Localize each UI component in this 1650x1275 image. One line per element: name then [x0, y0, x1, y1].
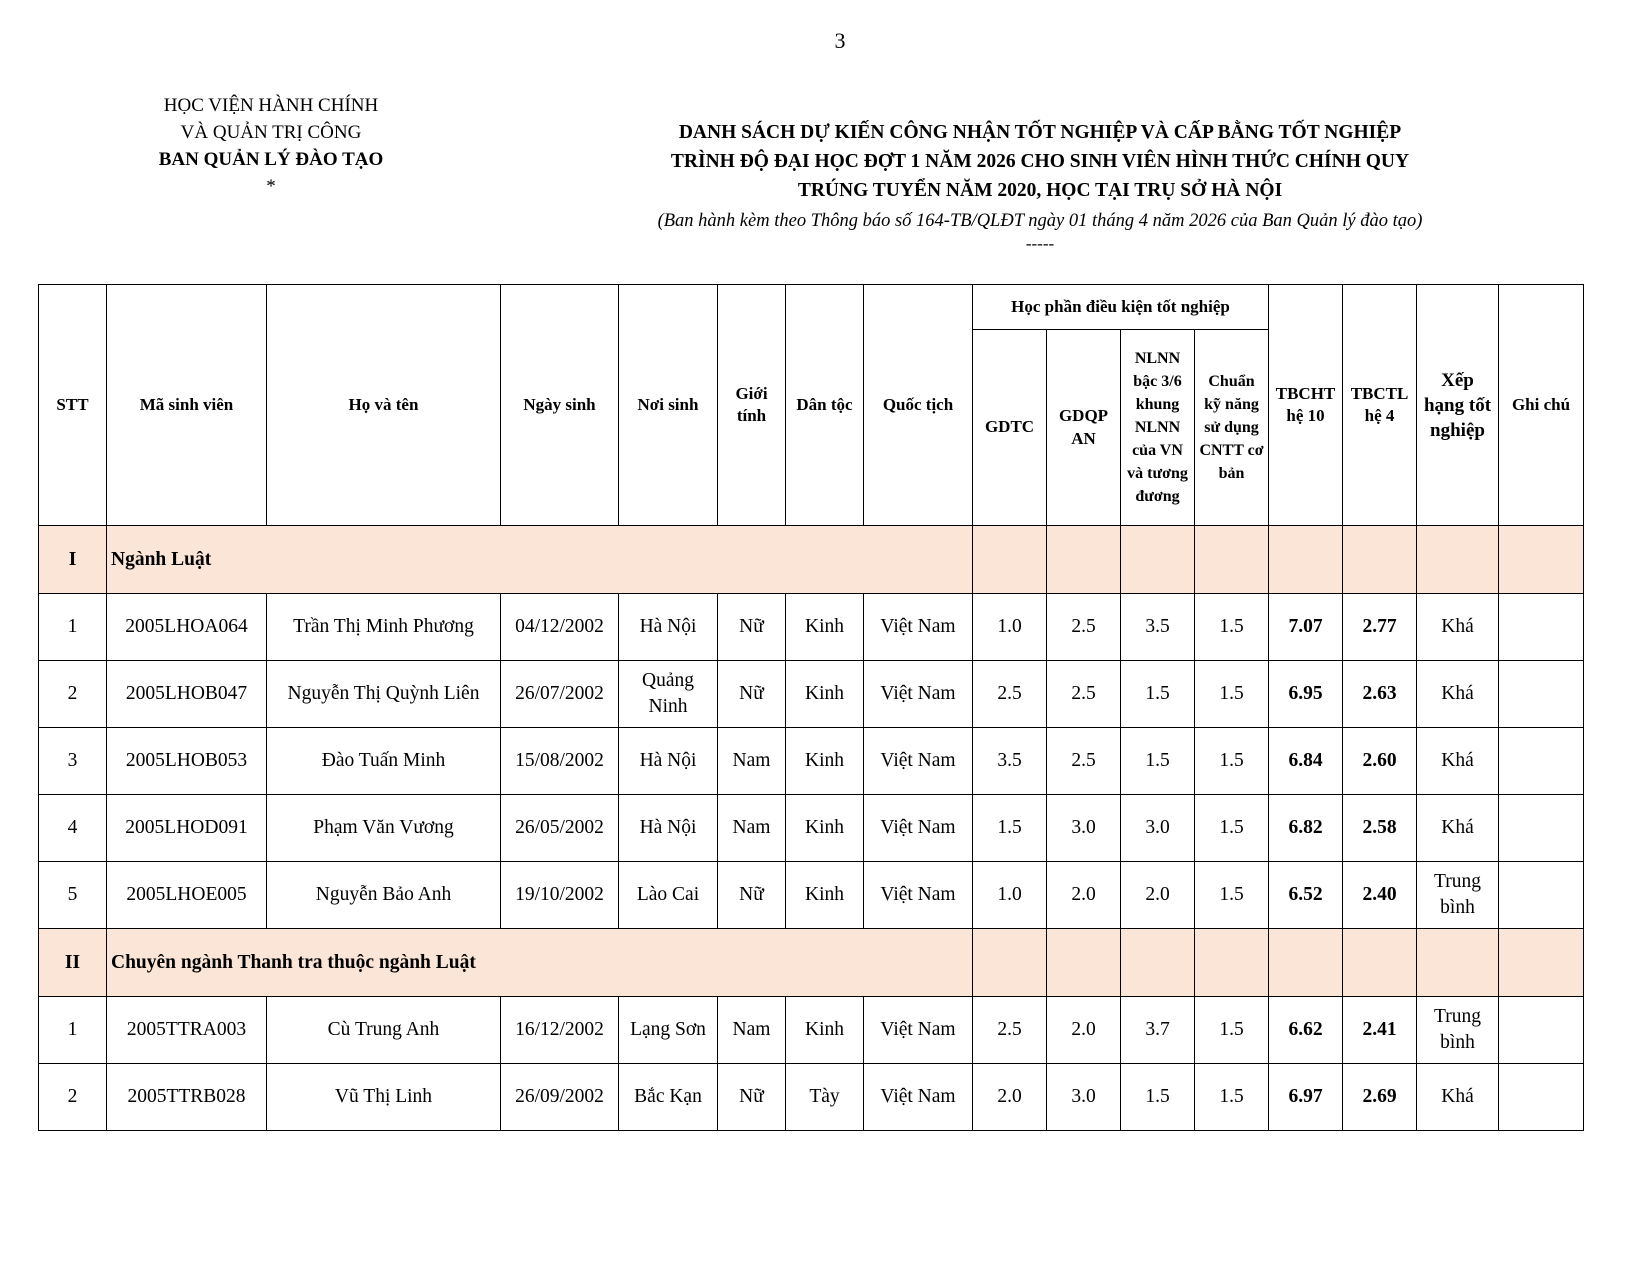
- section-empty-cell: [1417, 526, 1499, 594]
- page-number: 3: [834, 28, 846, 53]
- cell-tbcht: 6.84: [1269, 728, 1343, 795]
- header-gioi-tinh: Giới tính: [718, 285, 786, 526]
- title-line-2: TRÌNH ĐỘ ĐẠI HỌC ĐỢT 1 NĂM 2026 CHO SINH VIÊN HÌNH THỨC CHÍNH QUY: [670, 151, 1410, 172]
- section-title: Ngành Luật: [107, 526, 973, 594]
- section-row: [39, 526, 1584, 594]
- cell-ngay: 16/12/2002: [501, 997, 619, 1064]
- header-xep-hang: Xếp hạng tốt nghiệp: [1417, 285, 1499, 526]
- cell-stt: 5: [39, 862, 107, 929]
- section-empty-cell: [1417, 929, 1499, 997]
- cell-qt: Việt Nam: [864, 862, 973, 929]
- cell-gt: Nữ: [718, 594, 786, 661]
- section-empty-cell: [1343, 526, 1417, 594]
- section-row: [39, 929, 1584, 997]
- organization-header: [108, 92, 434, 200]
- header-ngay-sinh: Ngày sinh: [501, 285, 619, 526]
- section-empty-cell: [973, 526, 1047, 594]
- cell-cntt: 1.5: [1195, 1064, 1269, 1131]
- cell-tbcht: 6.52: [1269, 862, 1343, 929]
- cell-dt: Kinh: [786, 661, 864, 728]
- org-star: *: [266, 176, 276, 197]
- cell-ma: 2005LHOB047: [107, 661, 267, 728]
- cell-gdtc: 2.5: [973, 661, 1047, 728]
- cell-gdqp: 3.0: [1047, 1064, 1121, 1131]
- cell-noi: Hà Nội: [619, 594, 718, 661]
- table-row: [39, 1064, 1584, 1131]
- cell-ten: Nguyễn Bảo Anh: [267, 862, 501, 929]
- cell-stt: 1: [39, 594, 107, 661]
- cell-stt: 4: [39, 795, 107, 862]
- cell-tbctl: 2.58: [1343, 795, 1417, 862]
- header-ma-sinh-vien: Mã sinh viên: [107, 285, 267, 526]
- title-subtitle: (Ban hành kèm theo Thông báo số 164-TB/QLĐT ngày 01 tháng 4 năm 2026 của Ban Quản lý đào tạo): [657, 211, 1423, 231]
- cell-tbcht: 6.82: [1269, 795, 1343, 862]
- cell-stt: 2: [39, 661, 107, 728]
- table-body: [39, 526, 1584, 1131]
- section-title: Chuyên ngành Thanh tra thuộc ngành Luật: [107, 929, 973, 997]
- cell-nlnn: 3.7: [1121, 997, 1195, 1064]
- title-dash: -----: [1025, 234, 1055, 253]
- cell-gdtc: 1.0: [973, 862, 1047, 929]
- cell-qt: Việt Nam: [864, 795, 973, 862]
- header-stt: STT: [39, 285, 107, 526]
- cell-dt: Kinh: [786, 997, 864, 1064]
- cell-qt: Việt Nam: [864, 661, 973, 728]
- cell-gt: Nam: [718, 728, 786, 795]
- cell-gdtc: 1.5: [973, 795, 1047, 862]
- cell-ngay: 04/12/2002: [501, 594, 619, 661]
- cell-stt: 2: [39, 1064, 107, 1131]
- cell-gdtc: 2.5: [973, 997, 1047, 1064]
- cell-ten: Phạm Văn Vương: [267, 795, 501, 862]
- cell-noi: Lạng Sơn: [619, 997, 718, 1064]
- cell-tbcht: 7.07: [1269, 594, 1343, 661]
- cell-tbctl: 2.41: [1343, 997, 1417, 1064]
- cell-ma: 2005LHOB053: [107, 728, 267, 795]
- cell-gdqp: 3.0: [1047, 795, 1121, 862]
- cell-gt: Nam: [718, 997, 786, 1064]
- cell-qt: Việt Nam: [864, 997, 973, 1064]
- cell-xh: Trung bình: [1417, 862, 1499, 929]
- header-hoc-phan-group: Học phần điều kiện tốt nghiệp: [973, 285, 1269, 330]
- header-quoc-tich: Quốc tịch: [864, 285, 973, 526]
- cell-gc: [1499, 594, 1584, 661]
- cell-cntt: 1.5: [1195, 997, 1269, 1064]
- section-empty-cell: [1269, 526, 1343, 594]
- cell-cntt: 1.5: [1195, 661, 1269, 728]
- cell-cntt: 1.5: [1195, 594, 1269, 661]
- document-title: [580, 118, 1500, 255]
- title-line-3: TRÚNG TUYỂN NĂM 2020, HỌC TẠI TRỤ SỞ HÀ NỘI: [797, 180, 1283, 201]
- cell-gc: [1499, 728, 1584, 795]
- cell-dt: Kinh: [786, 862, 864, 929]
- cell-gdqp: 2.0: [1047, 862, 1121, 929]
- cell-dt: Kinh: [786, 594, 864, 661]
- cell-ma: 2005LHOD091: [107, 795, 267, 862]
- cell-xh: Trung bình: [1417, 997, 1499, 1064]
- graduation-table: [38, 284, 1584, 1131]
- cell-ngay: 26/09/2002: [501, 1064, 619, 1131]
- cell-dt: Kinh: [786, 728, 864, 795]
- cell-noi: Quảng Ninh: [619, 661, 718, 728]
- cell-ten: Vũ Thị Linh: [267, 1064, 501, 1131]
- cell-nlnn: 1.5: [1121, 1064, 1195, 1131]
- cell-gt: Nam: [718, 795, 786, 862]
- cell-nlnn: 3.5: [1121, 594, 1195, 661]
- cell-gc: [1499, 997, 1584, 1064]
- cell-gc: [1499, 795, 1584, 862]
- cell-stt: 1: [39, 997, 107, 1064]
- section-empty-cell: [1195, 929, 1269, 997]
- section-empty-cell: [1343, 929, 1417, 997]
- header-gdtc: GDTC: [973, 330, 1047, 526]
- cell-cntt: 1.5: [1195, 795, 1269, 862]
- cell-gdtc: 3.5: [973, 728, 1047, 795]
- cell-dt: Kinh: [786, 795, 864, 862]
- cell-cntt: 1.5: [1195, 862, 1269, 929]
- section-empty-cell: [1499, 929, 1584, 997]
- section-empty-cell: [1121, 929, 1195, 997]
- cell-gt: Nữ: [718, 1064, 786, 1131]
- cell-gdqp: 2.0: [1047, 997, 1121, 1064]
- cell-gdqp: 2.5: [1047, 661, 1121, 728]
- org-line-3: BAN QUẢN LÝ ĐÀO TẠO: [158, 149, 384, 170]
- cell-gdtc: 1.0: [973, 594, 1047, 661]
- section-empty-cell: [1121, 526, 1195, 594]
- table-row: [39, 594, 1584, 661]
- cell-tbcht: 6.95: [1269, 661, 1343, 728]
- cell-cntt: 1.5: [1195, 728, 1269, 795]
- cell-noi: Hà Nội: [619, 795, 718, 862]
- header-dan-toc: Dân tộc: [786, 285, 864, 526]
- cell-gc: [1499, 862, 1584, 929]
- cell-tbctl: 2.63: [1343, 661, 1417, 728]
- header-tbcht: TBCHT hệ 10: [1269, 285, 1343, 526]
- cell-gdqp: 2.5: [1047, 594, 1121, 661]
- section-roman: II: [39, 929, 107, 997]
- cell-nlnn: 3.0: [1121, 795, 1195, 862]
- header-ghi-chu: Ghi chú: [1499, 285, 1584, 526]
- table-row: [39, 795, 1584, 862]
- org-line-1: HỌC VIỆN HÀNH CHÍNH: [163, 95, 379, 116]
- cell-nlnn: 2.0: [1121, 862, 1195, 929]
- cell-xh: Khá: [1417, 661, 1499, 728]
- cell-ten: Đào Tuấn Minh: [267, 728, 501, 795]
- cell-ma: 2005LHOE005: [107, 862, 267, 929]
- cell-noi: Hà Nội: [619, 728, 718, 795]
- cell-qt: Việt Nam: [864, 594, 973, 661]
- cell-ma: 2005LHOA064: [107, 594, 267, 661]
- cell-nlnn: 1.5: [1121, 661, 1195, 728]
- cell-gdqp: 2.5: [1047, 728, 1121, 795]
- cell-dt: Tày: [786, 1064, 864, 1131]
- cell-gdtc: 2.0: [973, 1064, 1047, 1131]
- cell-ten: Nguyễn Thị Quỳnh Liên: [267, 661, 501, 728]
- cell-xh: Khá: [1417, 594, 1499, 661]
- cell-gc: [1499, 1064, 1584, 1131]
- cell-ma: 2005TTRB028: [107, 1064, 267, 1131]
- cell-tbctl: 2.60: [1343, 728, 1417, 795]
- cell-ngay: 15/08/2002: [501, 728, 619, 795]
- cell-noi: Bắc Kạn: [619, 1064, 718, 1131]
- table-row: [39, 862, 1584, 929]
- cell-ten: Cù Trung Anh: [267, 997, 501, 1064]
- title-line-1: DANH SÁCH DỰ KIẾN CÔNG NHẬN TỐT NGHIỆP VÀ CẤP BẰNG TỐT NGHIỆP: [678, 122, 1402, 143]
- section-roman: I: [39, 526, 107, 594]
- cell-gt: Nữ: [718, 862, 786, 929]
- section-empty-cell: [1499, 526, 1584, 594]
- section-empty-cell: [1047, 526, 1121, 594]
- cell-tbctl: 2.77: [1343, 594, 1417, 661]
- cell-gc: [1499, 661, 1584, 728]
- cell-tbctl: 2.40: [1343, 862, 1417, 929]
- section-empty-cell: [1269, 929, 1343, 997]
- cell-xh: Khá: [1417, 1064, 1499, 1131]
- header-cntt: Chuẩn kỹ năng sử dụng CNTT cơ bản: [1195, 330, 1269, 526]
- cell-ma: 2005TTRA003: [107, 997, 267, 1064]
- header-gdqp: GDQP AN: [1047, 330, 1121, 526]
- header-noi-sinh: Nơi sinh: [619, 285, 718, 526]
- cell-tbcht: 6.62: [1269, 997, 1343, 1064]
- cell-noi: Lào Cai: [619, 862, 718, 929]
- header-tbctl: TBCTL hệ 4: [1343, 285, 1417, 526]
- table-row: [39, 661, 1584, 728]
- header-ho-va-ten: Họ và tên: [267, 285, 501, 526]
- cell-ngay: 19/10/2002: [501, 862, 619, 929]
- cell-tbcht: 6.97: [1269, 1064, 1343, 1131]
- cell-xh: Khá: [1417, 795, 1499, 862]
- cell-ngay: 26/07/2002: [501, 661, 619, 728]
- section-empty-cell: [1047, 929, 1121, 997]
- header-row-1: [39, 285, 1584, 330]
- org-line-2: VÀ QUẢN TRỊ CÔNG: [180, 122, 362, 143]
- section-empty-cell: [973, 929, 1047, 997]
- cell-tbctl: 2.69: [1343, 1064, 1417, 1131]
- table-row: [39, 997, 1584, 1064]
- cell-ngay: 26/05/2002: [501, 795, 619, 862]
- cell-ten: Trần Thị Minh Phương: [267, 594, 501, 661]
- cell-qt: Việt Nam: [864, 1064, 973, 1131]
- cell-xh: Khá: [1417, 728, 1499, 795]
- cell-nlnn: 1.5: [1121, 728, 1195, 795]
- header-nlnn: NLNN bậc 3/6 khung NLNN của VN và tương đương: [1121, 330, 1195, 526]
- section-empty-cell: [1195, 526, 1269, 594]
- cell-qt: Việt Nam: [864, 728, 973, 795]
- cell-gt: Nữ: [718, 661, 786, 728]
- cell-stt: 3: [39, 728, 107, 795]
- table-row: [39, 728, 1584, 795]
